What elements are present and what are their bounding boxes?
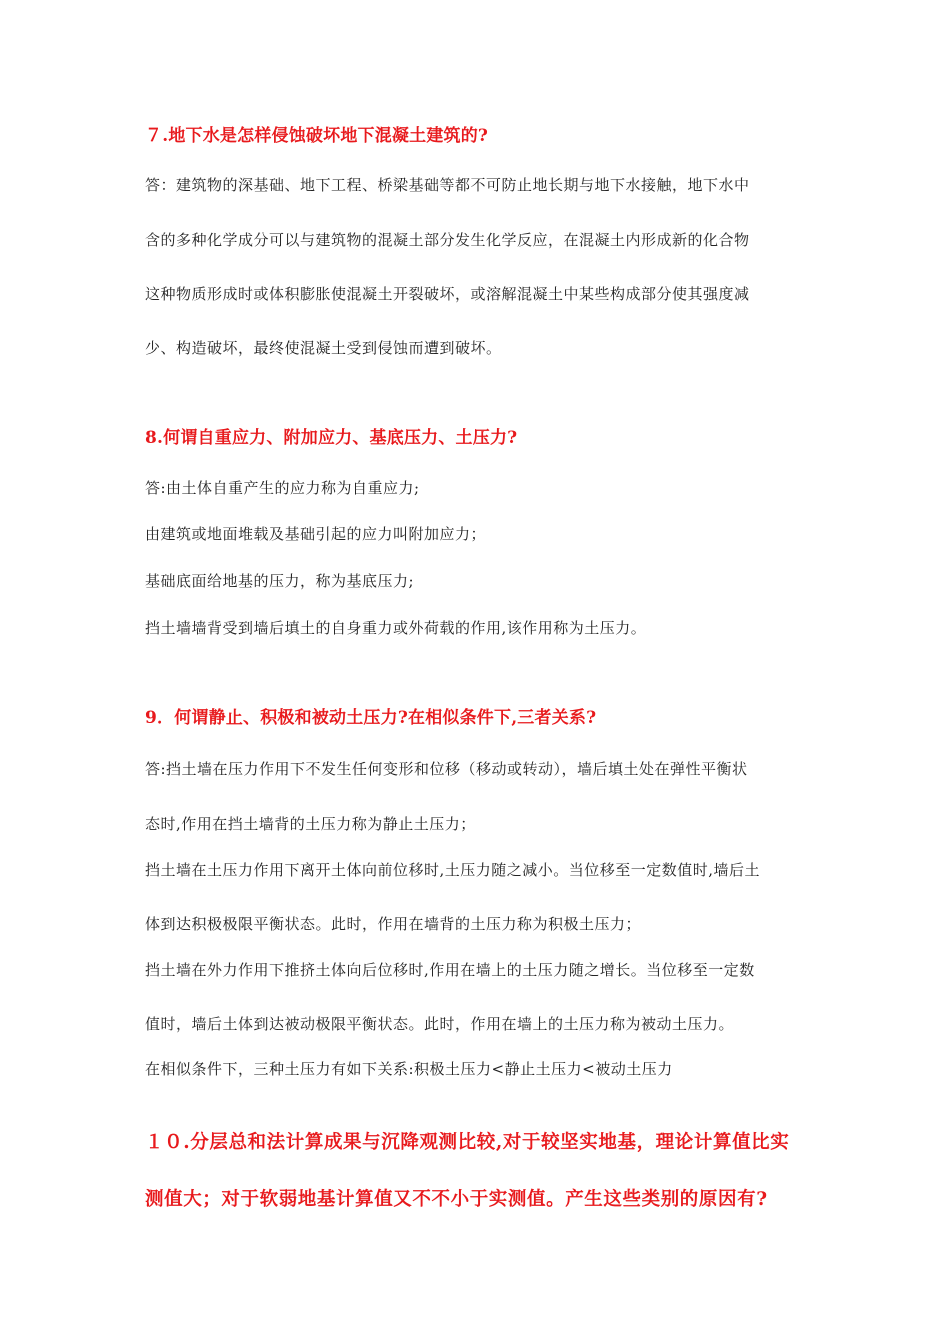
question-9-heading: 9．何谓静止、积极和被动土压力?在相似条件下,三者关系? (145, 708, 597, 728)
answer-9-line: 在相似条件下，三种土压力有如下关系:积极土压力<静止土压力<被动土压力 (145, 1060, 673, 1078)
answer-9-line: 答:挡土墙在压力作用下不发生任何变形和位移（移动或转动），墙后填土处在弹性平衡状 (145, 760, 748, 778)
answer-8-line: 答:由土体自重产生的应力称为自重应力; (145, 479, 420, 497)
answer-7-line: 这种物质形成时或体积膨胀使混凝土开裂破坏，或溶解混凝土中某些构成部分使其强度减 (145, 285, 750, 303)
answer-8-line: 由建筑或地面堆载及基础引起的应力叫附加应力； (145, 525, 487, 543)
question-8-heading: 8.何谓自重应力、附加应力、基底压力、土压力? (145, 428, 518, 448)
answer-9-line: 挡土墙在土压力作用下离开土体向前位移时,土压力随之减小。当位移至一定数值时,墙后土 (145, 861, 761, 879)
answer-9-line: 态时,作用在挡土墙背的土压力称为静止土压力； (145, 815, 476, 833)
answer-7-line: 少、构造破坏，最终使混凝土受到侵蚀而遭到破坏。 (145, 339, 502, 357)
answer-8-line: 挡土墙墙背受到墙后填土的自身重力或外荷载的作用,该作用称为土压力。 (145, 619, 647, 637)
question-7-heading: ７.地下水是怎样侵蚀破坏地下混凝土建筑的? (145, 126, 489, 146)
answer-9-line: 体到达积极极限平衡状态。此时，作用在墙背的土压力称为积极土压力； (145, 915, 642, 933)
question-10-heading: １０.分层总和法计算成果与沉降观测比较,对于较坚实地基，理论计算值比实 (145, 1132, 790, 1153)
answer-9-line: 挡土墙在外力作用下推挤土体向后位移时,作用在墙上的土压力随之增长。当位移至一定数 (145, 961, 755, 979)
answer-7-line: 答：建筑物的深基础、地下工程、桥梁基础等都不可防止地长期与地下水接触，地下水中 (145, 176, 750, 194)
answer-8-line: 基础底面给地基的压力，称为基底压力; (145, 572, 415, 590)
question-10-heading-continued: 测值大；对于软弱地基计算值又不不小于实测值。产生这些类别的原因有? (145, 1189, 768, 1210)
answer-7-line: 含的多种化学成分可以与建筑物的混凝土部分发生化学反应，在混凝土内形成新的化合物 (145, 231, 750, 249)
answer-9-line: 值时，墙后土体到达被动极限平衡状态。此时，作用在墙上的土压力称为被动土压力。 (145, 1015, 735, 1033)
